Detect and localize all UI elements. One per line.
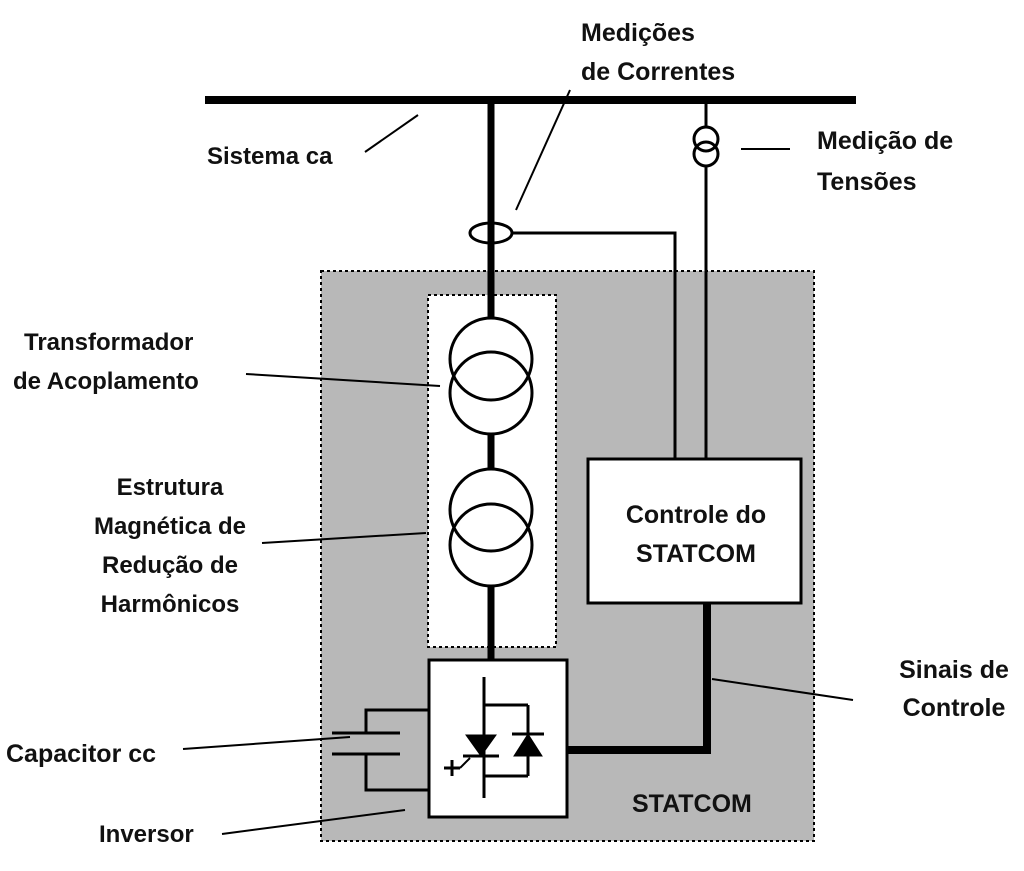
inverter-box — [429, 660, 567, 817]
voltage-measurement-label-line1: Medição de — [817, 127, 954, 155]
control-box-label-line1: Controle do — [625, 501, 767, 529]
current-measurement-label-line2: de Correntes — [581, 58, 736, 86]
magnetic-structure-label-line3: Redução de — [101, 552, 239, 579]
magnetic-structure-label-line1: Estrutura — [116, 474, 224, 501]
inverter-label: Inversor — [99, 821, 194, 848]
magnetic-structure-label-line2: Magnética de — [93, 513, 247, 540]
statcom-region-label: STATCOM — [632, 790, 752, 818]
voltage-measurement-label-line2: Tensões — [817, 168, 917, 196]
control-box-label-line2: STATCOM — [636, 540, 756, 568]
magnetic-structure-label-line4: Harmônicos — [100, 591, 240, 618]
dc-capacitor-label: Capacitor cc — [6, 740, 157, 768]
current-measurement-label-line1: Medições — [581, 19, 695, 47]
control-signals-label-line2: Controle — [902, 694, 1006, 722]
ac-system-label: Sistema ca — [207, 143, 333, 170]
voltage-transformer-icon — [694, 127, 718, 166]
control-signals-label-line1: Sinais de — [899, 656, 1009, 684]
statcom-control-box — [588, 459, 801, 603]
coupling-transformer-label-line1: Transformador — [24, 329, 194, 356]
coupling-transformer-label-line2: de Acoplamento — [13, 368, 199, 395]
